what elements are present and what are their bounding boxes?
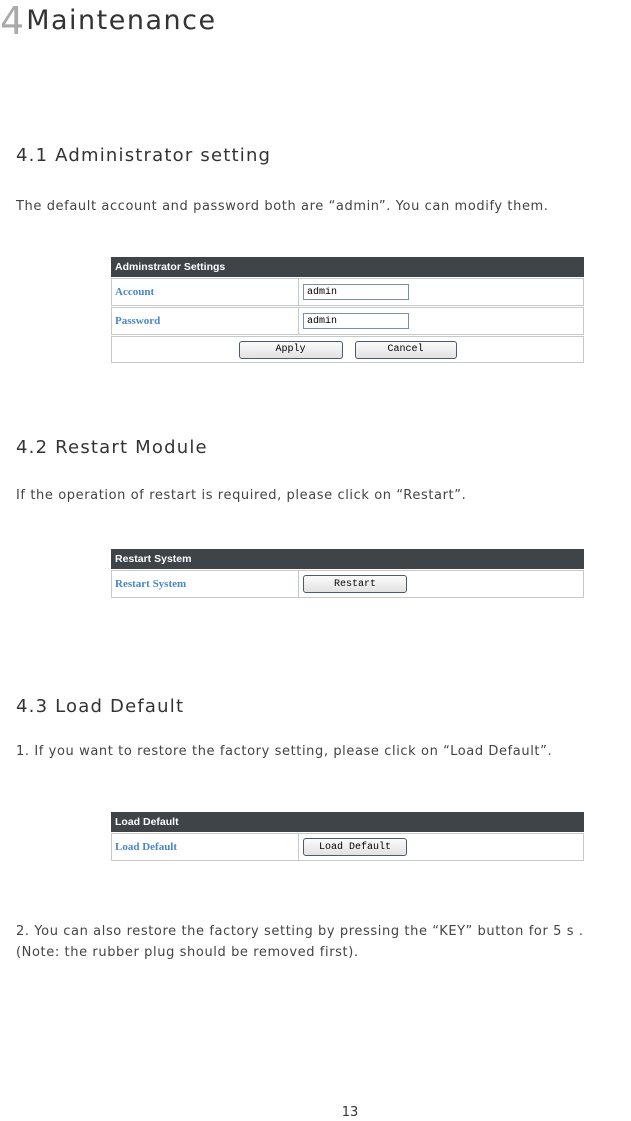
admin-description: The default account and password both are “admin”. You can modify them.: [16, 199, 549, 214]
password-label: Password: [111, 307, 299, 335]
restart-cell: [299, 570, 584, 598]
load-default-panel: [111, 812, 584, 861]
restart-description: If the operation of restart is required, please click on “Restart”.: [16, 488, 467, 503]
chapter-number: 4: [0, 0, 25, 43]
chapter-title: Maintenance: [26, 5, 217, 36]
cancel-button[interactable]: Cancel: [355, 341, 457, 359]
password-cell: [299, 307, 584, 335]
section-title-load-default: 4.3 Load Default: [16, 696, 185, 717]
apply-button[interactable]: Apply: [239, 341, 343, 359]
load-default-cell: [299, 833, 584, 861]
chapter-heading: [0, 0, 217, 43]
restart-button[interactable]: Restart: [303, 575, 407, 593]
load-default-button[interactable]: Load Default: [303, 838, 407, 856]
section-title-restart: 4.2 Restart Module: [16, 437, 208, 458]
restart-label: Restart System: [111, 570, 299, 598]
admin-settings-panel: [111, 257, 584, 363]
password-row: [111, 307, 584, 335]
account-label: Account: [111, 278, 299, 306]
account-cell: [299, 278, 584, 306]
admin-actions-cell: [111, 336, 584, 363]
load-default-description: 1. If you want to restore the factory setting, please click on “Load Default”.: [16, 744, 553, 759]
key-button-note: 2. You can also restore the factory setting by pressing the “KEY” button for 5 s .: [16, 924, 584, 939]
restart-panel: [111, 549, 584, 598]
restart-row: [111, 570, 584, 598]
load-default-label: Load Default: [111, 833, 299, 861]
restart-panel-header: Restart System: [111, 549, 584, 569]
load-default-panel-header: Load Default: [111, 812, 584, 832]
admin-actions-row: [111, 336, 584, 363]
rubber-plug-note: (Note: the rubber plug should be removed first).: [16, 945, 359, 960]
section-title-admin: 4.1 Administrator setting: [16, 145, 272, 166]
account-row: [111, 278, 584, 306]
load-default-row: [111, 833, 584, 861]
page-number: 13: [341, 1105, 359, 1120]
admin-panel-header: Adminstrator Settings: [111, 257, 584, 277]
password-input[interactable]: [303, 313, 409, 329]
account-input[interactable]: [303, 284, 409, 300]
